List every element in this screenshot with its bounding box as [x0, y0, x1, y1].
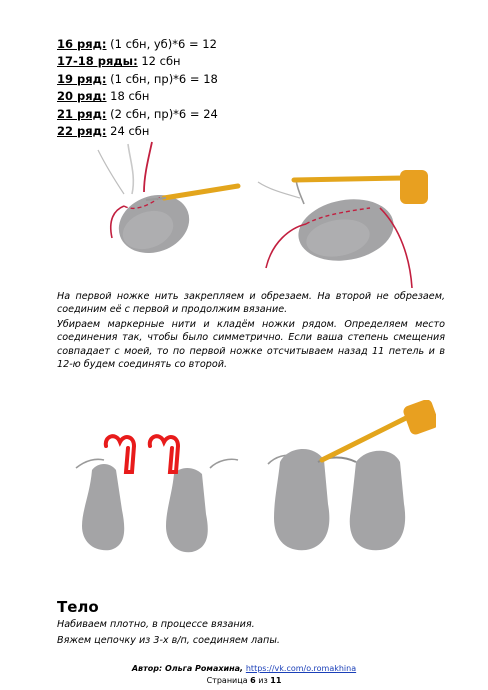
row-text: 24 сбн [106, 124, 150, 139]
row-label: 19 ряд: [57, 71, 107, 86]
row-text: (1 сбн, уб)*6 = 12 [106, 37, 217, 51]
section-line-2: Вяжем цепочку из 3-х в/п, соединяем лапы. [57, 635, 280, 646]
row-text: 12 сбн [137, 54, 181, 69]
row-text: (2 сбн, пр)*6 = 24 [106, 106, 218, 121]
footer-author [0, 663, 488, 674]
page-separator: из [255, 676, 271, 685]
row-label: 22 ряд: [57, 124, 107, 139]
row-label: 16 ряд: [57, 37, 107, 51]
row-text: 18 сбн [106, 89, 150, 104]
instruction-paragraph-2: Убираем маркерные нити и кладём ножки рядом. Определяем место соединения так, чтобы было симметрично. Если ваша степень смещения совпадает с моей, то по первой ножке отсчитываем назад 11 петель и в 12-ю будем соединять со второй. [57, 319, 445, 371]
row-20 [57, 88, 218, 105]
page-prefix: Страница [206, 676, 251, 685]
page-total: 11 [270, 676, 282, 685]
page-current: 6 [250, 676, 256, 685]
row-16 [57, 36, 218, 53]
row-label: 21 ряд: [57, 106, 107, 121]
row-list [57, 36, 218, 140]
row-text: (1 сбн, пр)*6 = 18 [106, 71, 218, 86]
author-name: Автор: Ольга Ромахина, [131, 664, 246, 673]
row-label: 20 ряд: [57, 89, 107, 104]
row-22 [57, 123, 218, 140]
row-19 [57, 71, 218, 88]
photo-legs-joined-with-hook [258, 400, 436, 562]
section-title: Тело [57, 598, 99, 616]
row-17-18 [57, 53, 218, 70]
photo-leg-with-hook-2 [250, 168, 430, 296]
instruction-paragraph-1: На первой ножке нить закрепляем и обрезаем. На второй не обрезаем, соединим её с первой и продолжим вязание. [57, 291, 445, 316]
section-line-1: Набиваем плотно, в процессе вязания. [57, 619, 255, 630]
photo-legs-with-markers [70, 410, 246, 562]
footer-page-number [0, 675, 488, 686]
row-21 [57, 106, 218, 123]
row-label: 17-18 ряды: [57, 54, 138, 69]
photo-leg-with-hook-1 [88, 140, 246, 272]
author-link[interactable]: https://vk.com/o.romakhina [245, 664, 357, 673]
